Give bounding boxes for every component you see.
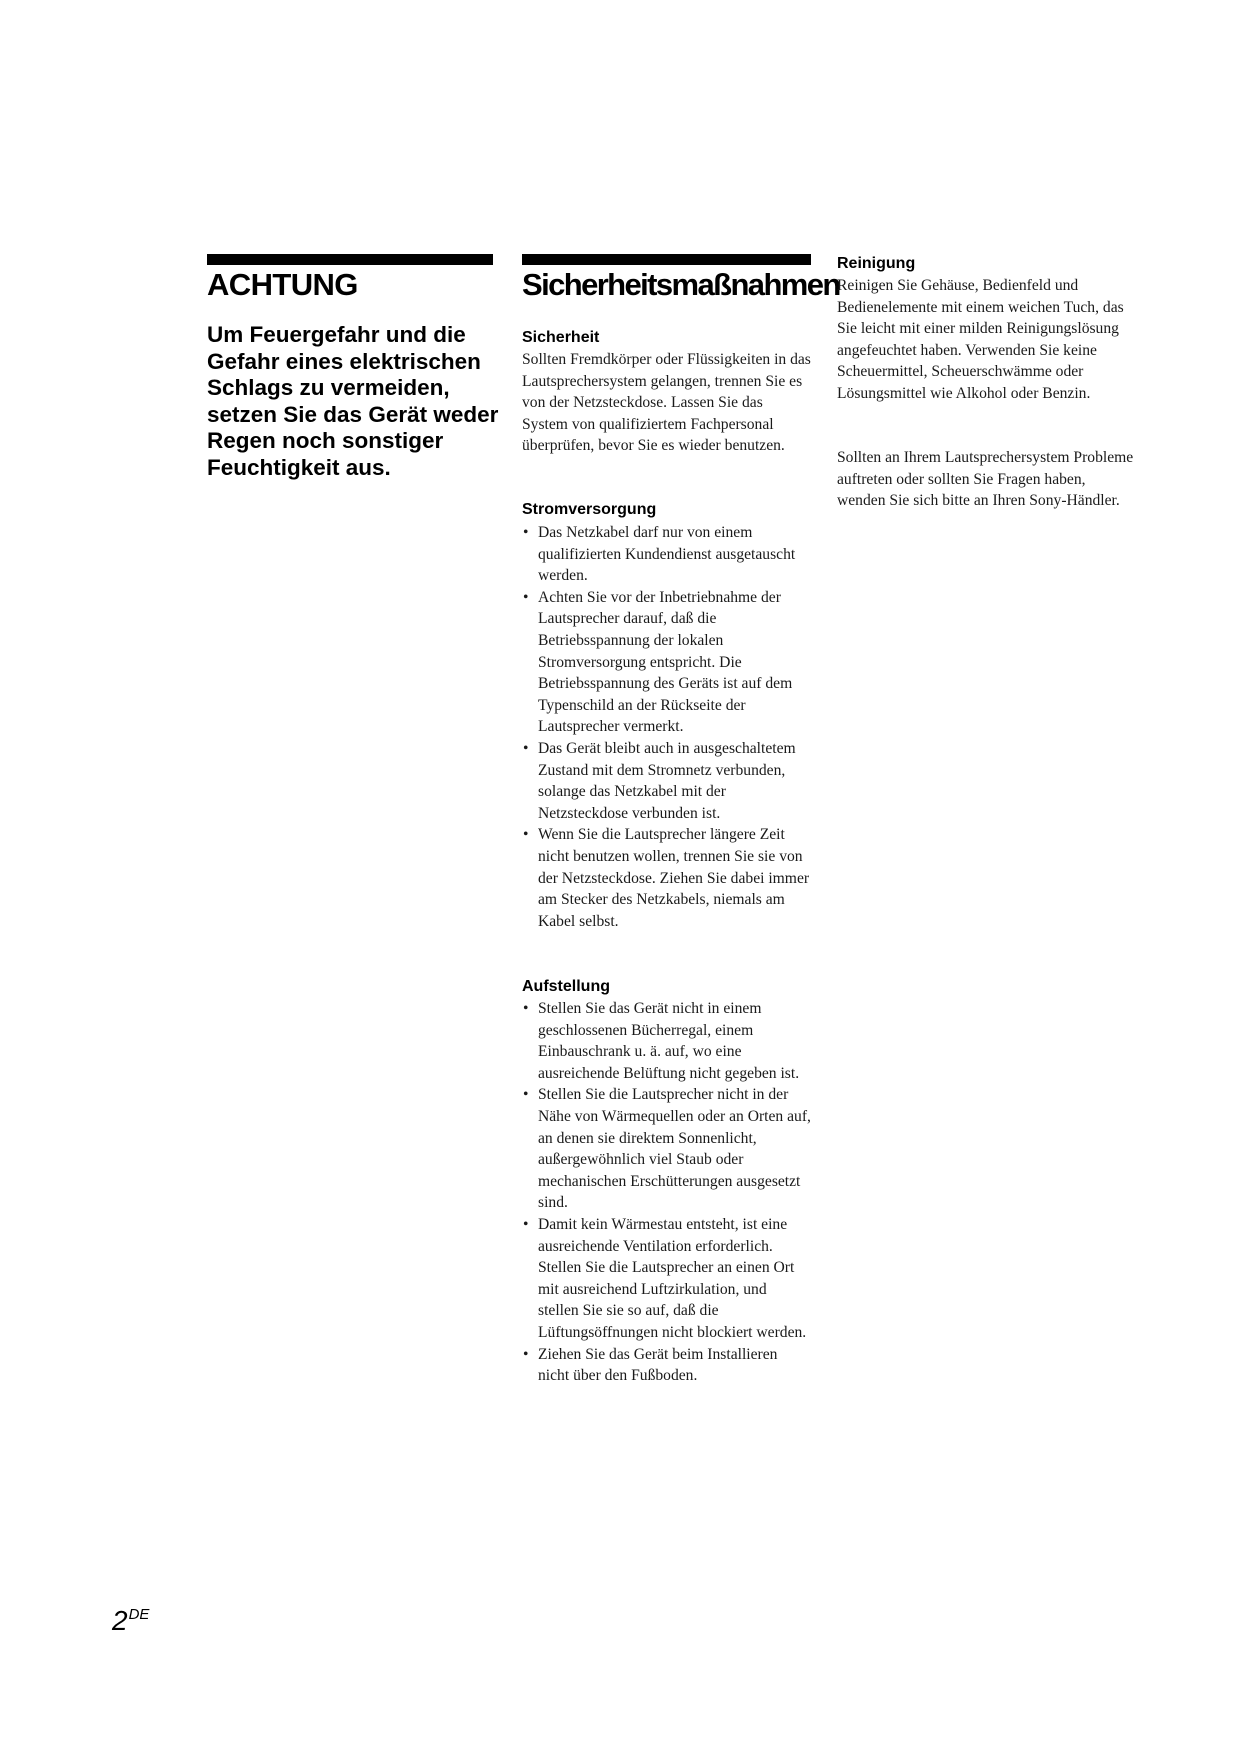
aufstellung-title: Aufstellung bbox=[522, 978, 610, 995]
heading-rule bbox=[522, 254, 811, 265]
page-number-suffix: DE bbox=[128, 1606, 150, 1623]
page-number-value: 2 bbox=[112, 1605, 128, 1636]
list-item: • Stellen Sie das Gerät nicht in einem geschlossenen Bücherregal, einem Einbauschrank u. ä. auf, wo eine ausreichende Belüftung nicht gegeben ist. bbox=[522, 998, 811, 1084]
list-item: • Das Gerät bleibt auch in ausgeschaltetem Zustand mit dem Stromnetz verbunden, solange das Netzkabel mit der Netzsteckdose verbunden ist. bbox=[522, 738, 811, 824]
list-item: • Stellen Sie die Lautsprecher nicht in der Nähe von Wärmequellen oder an Orten auf, an denen sie direktem Sonnenlicht, außergewöhnlich viel Staub oder mechanischen Erschütterungen ausgesetzt sind. bbox=[522, 1084, 811, 1214]
aufstellung-list bbox=[522, 998, 811, 1387]
list-item: • Achten Sie vor der Inbetriebnahme der Lautsprecher darauf, daß die Betriebsspannung der lokalen Stromversorgung entspricht. Die Betriebsspannung des Geräts ist auf dem Typenschild an der Rückseite der Lautsprecher vermerkt. bbox=[522, 587, 811, 738]
warning-text: Um Feuergefahr und die Gefahr eines elektrischen Schlags zu vermeiden, setzen Sie das Gerät weder Regen noch sonstiger Feuchtigkeit aus. bbox=[207, 322, 499, 480]
support-text: Sollten an Ihrem Lautsprechersystem Probleme auftreten oder sollten Sie Fragen haben, wenden Sie sich bitte an Ihren Sony-Händler. bbox=[837, 449, 1134, 510]
list-item: • Damit kein Wärmestau entsteht, ist eine ausreichende Ventilation erforderlich. Stellen Sie die Lautsprecher an einen Ort mit ausreichend Luftzirkulation, und stellen Sie sie so auf, daß die Lüftungsöffnungen nicht blockiert werden. bbox=[522, 1214, 811, 1344]
heading-rule bbox=[207, 254, 493, 265]
sicherheit-text: Sollten Fremdkörper oder Flüssigkeiten in das Lautsprechersystem gelangen, trennen Sie es von der Netzsteckdose. Lassen Sie das System von qualifiziertem Fachpersonal überprüfen, bevor Sie es wieder benutzen. bbox=[522, 351, 811, 455]
list-item: • Ziehen Sie das Gerät beim Installieren nicht über den Fußboden. bbox=[522, 1344, 811, 1387]
stromversorgung-list bbox=[522, 522, 811, 932]
achtung-heading: ACHTUNG bbox=[207, 267, 358, 302]
page-number bbox=[112, 1600, 149, 1636]
reinigung-title: Reinigung bbox=[837, 255, 916, 272]
stromversorgung-title: Stromversorgung bbox=[522, 501, 657, 518]
safety-heading: Sicherheitsmaßnahmen bbox=[522, 267, 840, 302]
list-item: • Das Netzkabel darf nur von einem qualifizierten Kundendienst ausgetauscht werden. bbox=[522, 522, 811, 587]
sicherheit-title: Sicherheit bbox=[522, 329, 600, 346]
reinigung-text: Reinigen Sie Gehäuse, Bedienfeld und Bedienelemente mit einem weichen Tuch, das Sie leicht mit einer milden Reinigungslösung angefeuchtet haben. Verwenden Sie keine Scheuermittel, Scheuerschwämme oder Lösungsmittel wie Alkohol oder Benzin. bbox=[837, 277, 1124, 402]
list-item: • Wenn Sie die Lautsprecher längere Zeit nicht benutzen wollen, trennen Sie sie von der Netzsteckdose. Ziehen Sie dabei immer am Stecker des Netzkabels, niemals am Kabel selbst. bbox=[522, 824, 811, 932]
